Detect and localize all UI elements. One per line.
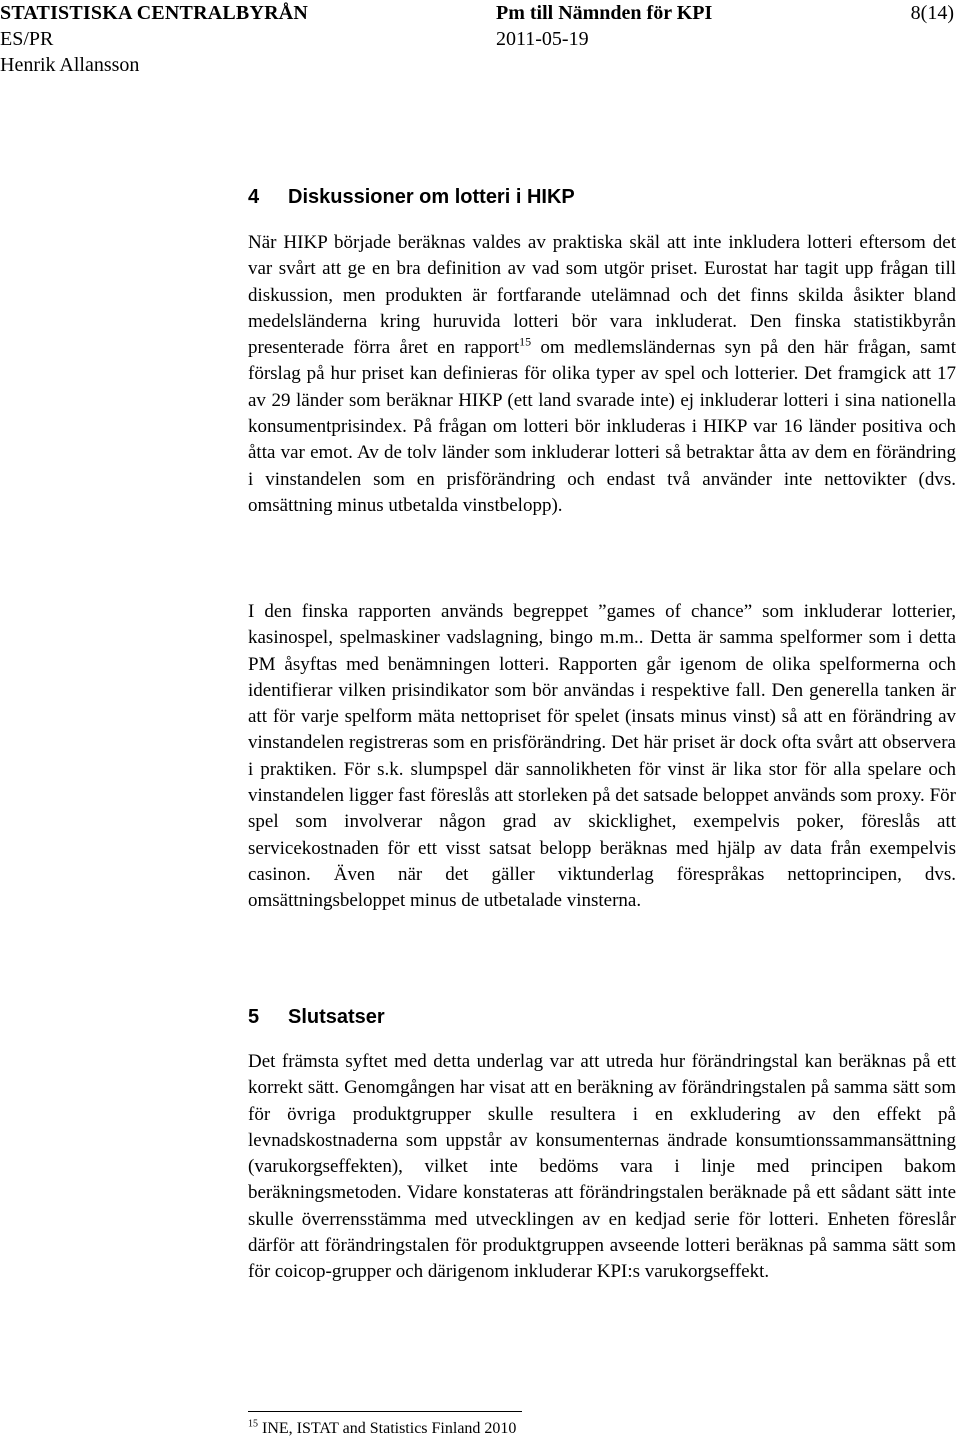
department: ES/PR	[0, 28, 54, 50]
section-4-heading	[248, 184, 956, 210]
footnote-number: 15	[248, 1418, 258, 1430]
paragraph-text: om medlemsländernas syn på den här frågan, samt förslag på hur priset kan definieras för olika typer av spel och lotterier. Det framgick att 17 av 29 länder som beräknar HIKP (ett land svarade inte) ej inkluderar lotteri i sina nationella konsumentprisindex. På frågan om lotteri bör inkluderas i HIKP var 16 länder positiva och åtta var emot. Av de tolv länder som inkluderar lotteri så betraktar åtta av dem en förändring i vinstandelen som en prisförändring och endast två använder inte nettovikter (dvs. omsättning minus utbetalda vinstbelopp).	[248, 337, 956, 516]
footnote-text: INE, ISTAT and Statistics Finland 2010	[262, 1420, 517, 1437]
header-row-2	[0, 26, 960, 52]
section-4-paragraph-2	[248, 599, 956, 915]
section-5-paragraph-1	[248, 1049, 956, 1286]
paragraph-text: När HIKP började beräknas valdes av praktiska skäl att inte inkludera lotteri eftersom det var svårt att ge en bra definition av vad som utgör priset. Eurostat har tagit upp frågan till diskussion, men produkten är fortfarande utelämnad och det finns skilda åsikter bland medelsländerna kring huruvida lotteri bör vara inkluderat. Den finska statistikbyrån presenterade förra året en rapport	[248, 232, 956, 359]
author: Henrik Allansson	[0, 54, 140, 76]
section-5-heading	[248, 1004, 956, 1030]
document-type: Pm till Nämnden för KPI	[496, 2, 713, 24]
header-row-3	[0, 52, 960, 78]
section-5-number: 5	[248, 1006, 260, 1028]
page-number: 8(14)	[910, 2, 954, 24]
paragraph: Det främsta syftet med detta underlag var att utreda hur förändringstal kan beräknas på ett korrekt sätt. Genomgången har visat att en beräkning av förändringstalen på samma sätt som för övriga produktgrupper skulle resultera i en exkludering av den effekt på levnadskostnaderna som uppstår av konsumenternas ändrade konsumtionssammansättning (varukorgseffekten), vilket inte bedöms vara i linje med principen bakom beräkningsmetoden. Vidare konstateras att förändringstalen beräknade på ett sådant sätt inte skulle överrensstämma med utvecklingen av en kedjad serie för lotteri. Enheten föreslår därför att förändringstalen för produktgruppen avseende lotteri beräknas på samma sätt som för coicop-grupper och därigenom inkluderar KPI:s varukorgseffekt.	[248, 1051, 956, 1283]
footnote-reference[interactable]: 15	[519, 334, 532, 349]
page-header	[0, 0, 960, 78]
paragraph	[248, 230, 956, 519]
document-date: 2011-05-19	[496, 28, 589, 50]
footnote-separator	[248, 1411, 522, 1412]
organization-name: STATISTISKA CENTRALBYRÅN	[0, 2, 309, 24]
paragraph: I den finska rapporten används begreppet ”games of chance” som inkluderar lotterier, kasinospel, spelmaskiner vadslagning, bingo m.m.. Detta är samma spelformer som i detta PM åsyftas med benämningen lotteri. Rapporten går igenom de olika spelformerna och identifierar vilken prisindikator som bör användas i respektive fall. Den generella tanken är att för varje spelform mäta nettopriset för spelet (insats minus vinst) så att en förändring av vinstandelen registreras som en prisförändring. Det här priset är dock ofta svårt att observera i praktiken. För s.k. slumpspel där sannolikheten för vinst är lika stor för alla spelare och vinstandelen ligger fast föreslås att storleken på det satsade beloppet används som proxy. För spel som involverar någon grad av skicklighet, exempelvis poker, föreslås att servicekostnaden för ett visst satsat belopp beräknas med hjälp av data från exempelvis casinon. Även när det gäller viktunderlag förespråkas nettoprincipen, dvs. omsättningsbeloppet minus de utbetalade vinsterna.	[248, 601, 956, 912]
section-5-title: Slutsatser	[288, 1006, 385, 1028]
section-4-number: 4	[248, 186, 260, 208]
section-4-title: Diskussioner om lotteri i HIKP	[288, 186, 575, 208]
header-row-1	[0, 0, 960, 26]
section-4-paragraph-1	[248, 230, 956, 519]
footnote	[248, 1418, 516, 1440]
section-4	[248, 184, 956, 210]
section-5	[248, 1004, 956, 1030]
